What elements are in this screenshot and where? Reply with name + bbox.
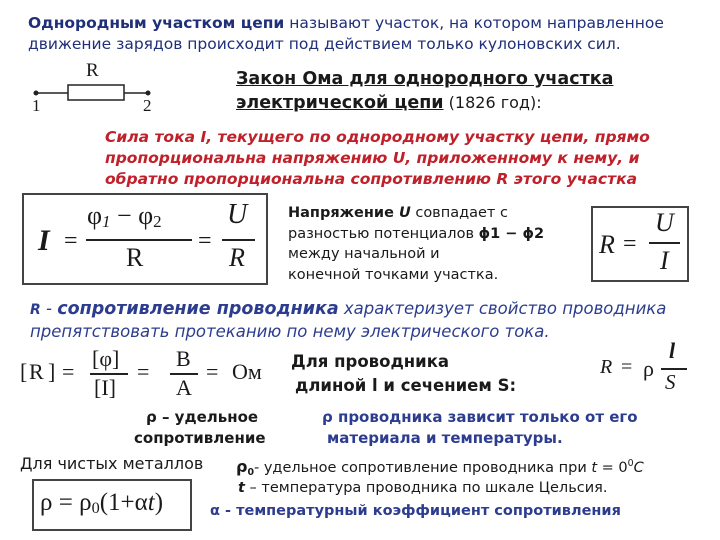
metals-t-line [238, 480, 607, 496]
formula-metal-box [32, 479, 192, 531]
formula-metal-paren: (1+α [99, 489, 148, 516]
formula-r-eq: = [623, 231, 637, 257]
voltage-label: Напряжение [288, 205, 399, 221]
formula-r-box [591, 206, 689, 282]
law-line2: пропорциональна напряжению U, приложенному к нему, и [105, 149, 640, 167]
rho-label [134, 407, 266, 449]
conductor-text [291, 350, 516, 398]
formula-main-eq1: = [64, 228, 78, 254]
formula-rho-S: S [665, 370, 676, 394]
units-den2: A [176, 375, 192, 400]
formula-rho-eq: = [621, 356, 633, 378]
voltage-l1-rest: совпадает с [410, 205, 508, 221]
intro-line2: движение зарядов происходит под действием только кулоновских сил. [28, 35, 621, 53]
formula-metal-rho: ρ [40, 489, 53, 516]
formula-main-numerator [87, 201, 162, 232]
conductor-line2: длиной l и сечением S: [295, 376, 517, 395]
node-1-label: 1 [32, 96, 41, 115]
formula-phi1-sub: 1 [102, 212, 111, 231]
formula-r-U: U [655, 208, 674, 237]
node-2-label: 2 [143, 96, 152, 115]
voltage-phi-diff: ϕ1 − ϕ2 [478, 225, 545, 242]
units-bracket-open: [ [20, 359, 28, 384]
resistor-label: R [86, 60, 99, 81]
units-den1: [I] [94, 375, 116, 400]
ohm-law-title [236, 67, 613, 115]
rho-label-line2: сопротивление [134, 429, 266, 447]
metals-t-text: – температура проводника по шкале Цельсия. [244, 480, 608, 496]
resistor-body [68, 85, 124, 100]
law-line1: Сила тока I, текущего по однородному участку цепи, прямо [105, 128, 650, 146]
voltage-l4: конечной точками участка. [288, 266, 499, 283]
units-eq3: = [206, 359, 219, 384]
intro-line1: называют участок, на котором направленное [284, 14, 664, 32]
formula-r-fracline [649, 242, 680, 244]
formula-main-R: R [126, 243, 144, 272]
metals-alpha-line: α - температурный коэффициент сопротивления [210, 503, 621, 519]
formula-metal-rho0: ρ [79, 489, 92, 516]
metals-sup: 0 [627, 458, 634, 469]
units-num2: B [176, 346, 191, 371]
node-2 [146, 91, 151, 96]
units-om: Ом [232, 359, 262, 384]
ohm-title-line1: Закон Ома для однородного участка [236, 69, 614, 89]
conductor-line1: Для проводника [291, 352, 450, 371]
formula-metal-row [40, 489, 163, 518]
formula-rho-rho: ρ [643, 356, 654, 381]
law-statement [105, 127, 650, 190]
metals-eq: = 0 [597, 460, 628, 476]
formula-rho [598, 338, 690, 400]
law-line3: обратно пропорциональна сопротивлению R этого участка [105, 170, 638, 188]
formula-metal-t: t [147, 489, 155, 516]
formula-main-box [22, 193, 268, 285]
formula-r-I: I [660, 246, 669, 275]
resistance-rest: характеризует свойство проводника [338, 299, 667, 318]
voltage-note [288, 203, 544, 285]
rho-note-line2: материала и температуры. [327, 429, 563, 447]
metals-rho0-text: - удельное сопротивление проводника при [254, 460, 592, 476]
formula-main-I: I [38, 224, 50, 257]
rho-label-line1: ρ – удельное [146, 408, 259, 426]
resistance-R: R [30, 302, 41, 318]
units-R: R [29, 359, 44, 384]
units-num1: [φ] [92, 346, 120, 371]
resistance-line2: препятствовать протеканию по нему электрического тока. [30, 322, 550, 341]
formula-r-R: R [599, 230, 615, 259]
formula-rho-l: l [669, 338, 676, 363]
voltage-l3: между начальной и [288, 246, 440, 262]
metals-rho0-sub: 0 [247, 467, 254, 478]
circuit-diagram [26, 60, 161, 120]
rho-note-line1: ρ проводника зависит только от его [322, 408, 638, 426]
formula-main-fracline1 [86, 239, 192, 241]
formula-phi2-sub: 2 [153, 212, 162, 231]
ohm-title-year: (1826 год): [443, 93, 542, 112]
formula-phi2: φ [138, 201, 154, 230]
intro-term: Однородным участком цепи [28, 14, 285, 32]
formula-main-eq2: = [198, 228, 212, 254]
formula-main-R2: R [229, 243, 245, 272]
metals-rho0-line [236, 457, 644, 478]
formula-main-fracline2 [222, 239, 255, 241]
formula-minus: − [116, 201, 132, 230]
metals-t: t [591, 460, 598, 476]
formula-rho-R: R [600, 356, 613, 378]
formula-metal-close: ) [154, 489, 164, 516]
units-formula [20, 346, 280, 404]
metals-rho0: ρ [236, 457, 248, 476]
formula-phi1: φ [87, 201, 103, 230]
metals-t-symbol: t [238, 480, 245, 496]
units-eq2: = [137, 359, 150, 384]
metals-C: C [633, 460, 644, 476]
voltage-U: U [398, 205, 411, 221]
voltage-l2: разностью потенциалов [288, 225, 479, 242]
node-1 [34, 91, 39, 96]
ohm-title-line2: электрической цепи [236, 93, 444, 113]
units-eq1: = [62, 359, 75, 384]
units-bracket-close: ] [48, 359, 56, 384]
rho-note [322, 407, 638, 449]
formula-metal-rho0-sub: 0 [91, 499, 100, 517]
formula-main-U: U [227, 199, 248, 230]
resistance-definition [30, 298, 666, 343]
formula-metal-eq: = [58, 489, 73, 516]
metals-label: Для чистых металлов [20, 454, 204, 473]
resistance-dash: - [40, 299, 58, 318]
resistance-term: сопротивление проводника [57, 299, 339, 319]
intro-text [28, 13, 664, 55]
